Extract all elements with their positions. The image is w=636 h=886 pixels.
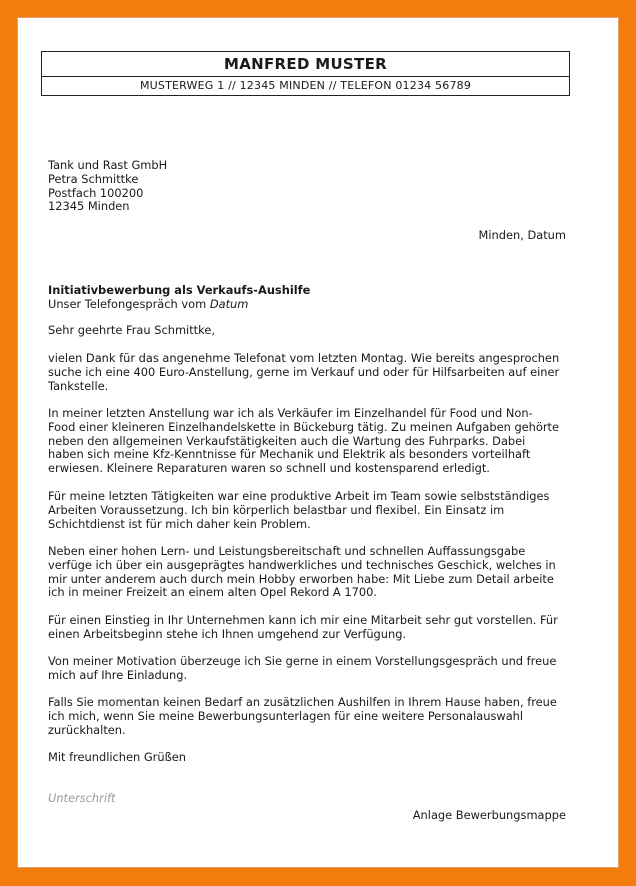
paragraph-7 xyxy=(48,696,572,737)
subject-title: Initiativbewerbung als Verkaufs-Aushilfe xyxy=(48,283,311,297)
paragraph-line: haben sich meine Kfz-Kenntnisse für Mechanik und Elektrik als besonders vorteilhaft xyxy=(48,447,531,462)
paragraph-line: neben den allgemeinen Verkaufstätigkeiten auch die Wartung des Fuhrparks. Dabei xyxy=(48,433,526,448)
paragraph-line: ich in meiner Freizeit an einem alten Opel Rekord A 1700. xyxy=(48,585,377,600)
enclosure-note: Anlage Bewerbungsmappe xyxy=(412,808,566,822)
paragraph-line: In meiner letzten Anstellung war ich als Verkäufer im Einzelhandel für Food und Non- xyxy=(48,406,533,420)
paragraph-1 xyxy=(48,352,572,393)
signature-placeholder: Unterschrift xyxy=(48,791,116,805)
paragraph-line: Von meiner Motivation überzeuge ich Sie gerne in einem Vorstellungsgespräch und freue xyxy=(48,654,557,668)
closing: Mit freundlichen Grüßen xyxy=(48,750,186,764)
paragraph-line: erwiesen. Kleinere Reparaturen waren so schnell und kostensparend erledigt. xyxy=(48,461,490,476)
paragraph-2 xyxy=(48,407,572,476)
recipient-company: Tank und Rast GmbH xyxy=(48,158,168,172)
paragraph-line: Falls Sie momentan keinen Bedarf an zusätzlichen Aushilfen in Ihrem Hause haben, freue xyxy=(48,695,557,709)
recipient-person: Petra Schmittke xyxy=(48,171,139,186)
paragraph-4 xyxy=(48,545,572,600)
recipient-city: 12345 Minden xyxy=(48,199,130,214)
paragraph-6 xyxy=(48,655,572,683)
paragraph-line: einen Arbeitsbeginn stehe ich Ihnen umgehend zur Verfügung. xyxy=(48,626,407,641)
subject-block xyxy=(48,284,310,312)
paragraph-3 xyxy=(48,490,572,531)
paragraph-line: suche ich eine 400 Euro-Anstellung, gerne im Verkauf und oder für Hilfsarbeiten auf einer xyxy=(48,364,560,379)
paragraph-line: mich auf Ihre Einladung. xyxy=(48,667,188,682)
paragraph-line: Neben einer hohen Lern- und Leistungsbereitschaft und schnellen Auffassungsgabe xyxy=(48,544,526,558)
paragraph-line: Für einen Einstieg in Ihr Unternehmen kann ich mir eine Mitarbeit sehr gut vorstellen. Für xyxy=(48,613,558,627)
paragraph-line: zurückhalten. xyxy=(48,722,126,737)
sender-address: MUSTERWEG 1 // 12345 MINDEN // TELEFON 01234 56789 xyxy=(139,79,472,92)
paragraph-line: Arbeiten Voraussetzung. Ich bin körperlich belastbar und flexibel. Ein Einsatz im xyxy=(48,502,505,517)
paragraph-5 xyxy=(48,614,572,642)
recipient-address xyxy=(48,159,167,214)
sender-name: MANFRED MUSTER xyxy=(42,52,569,77)
paragraph-line: vielen Dank für das angenehme Telefonat vom letzten Montag. Wie bereits angesprochen xyxy=(48,351,560,365)
paragraph-line: verfüge ich über ein ausgeprägtes handwerkliches und technisches Geschick, welches in xyxy=(48,557,556,572)
paragraph-line: Schichtdienst ist für mich daher kein Problem. xyxy=(48,516,311,531)
letter-page xyxy=(17,17,619,868)
reference-prefix: Unser Telefongespräch vom xyxy=(48,296,210,311)
subject-reference xyxy=(48,298,310,312)
recipient-po-box: Postfach 100200 xyxy=(48,185,144,200)
paragraph-line: Food einer kleineren Einzelhandelskette in Bückeburg tätig. Zu meinen Aufgaben gehörte xyxy=(48,419,560,434)
paragraph-line: Für meine letzten Tätigkeiten war eine produktive Arbeit im Team sowie selbstständiges xyxy=(48,489,550,503)
paragraph-line: mir unter anderem auch durch mein Hobby erworben habe: Mit Liebe zum Detail arbeite xyxy=(48,571,554,586)
letterhead xyxy=(41,51,570,96)
date-line: Minden, Datum xyxy=(478,228,566,242)
paragraph-line: ich mich, wenn Sie meine Bewerbungsunterlagen für eine weitere Personalauswahl xyxy=(48,708,524,723)
reference-date: Datum xyxy=(209,296,249,311)
paragraph-line: Tankstelle. xyxy=(48,378,109,393)
salutation: Sehr geehrte Frau Schmittke, xyxy=(48,323,215,337)
